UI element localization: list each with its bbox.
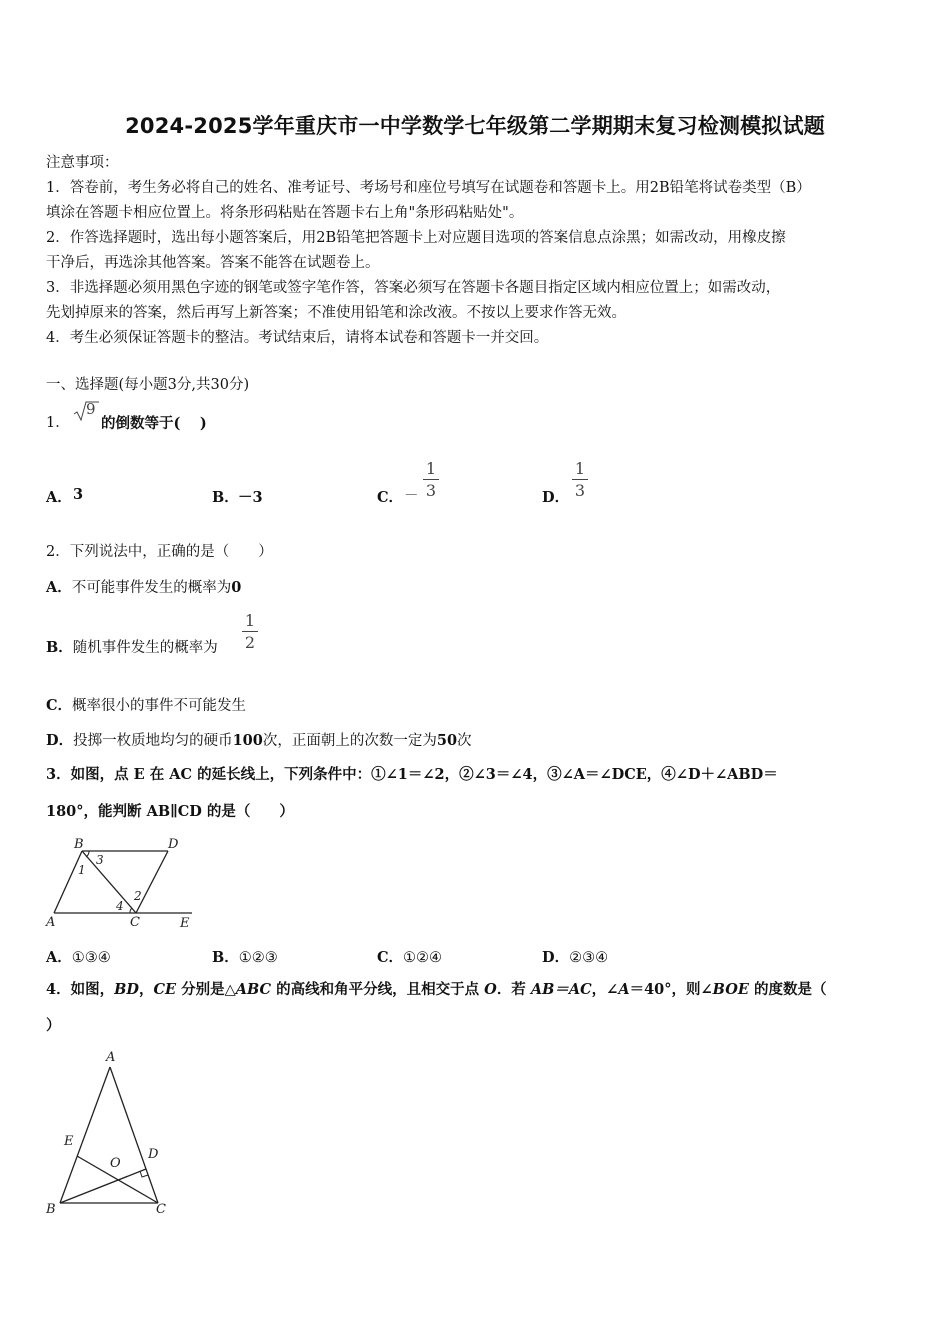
q4-var: A <box>618 981 630 998</box>
section-heading: 一、选择题(每小题3分,共30分) <box>46 377 250 393</box>
q4-text: 分别是△ <box>176 981 236 998</box>
q4-text: 的高线和角平分线，且相交于点 <box>271 981 485 998</box>
q3-option-d <box>542 946 608 967</box>
point-label-b: B <box>46 1202 56 1217</box>
q2-option-b-label: B． <box>46 639 73 656</box>
q3-option-c-text: ①②④ <box>403 950 443 966</box>
angle-label-4: 4 <box>116 899 124 913</box>
q4-var: ABC <box>235 981 272 998</box>
q4-var: AB＝AC <box>530 981 592 998</box>
fraction-denominator: 2 <box>244 633 256 652</box>
q2-option-d <box>46 728 472 754</box>
q2-option-a-text: 不可能事件发生的概率为 <box>71 580 232 596</box>
q2-option-a-value: 0 <box>231 579 242 596</box>
point-label-b: B <box>74 837 84 852</box>
q3-option-b-label: B． <box>212 949 239 966</box>
q4-stem-line2: ） <box>46 1017 61 1034</box>
q4-text: ．若 <box>496 981 531 998</box>
q2-option-c-label: C． <box>46 697 73 714</box>
q2-option-d-text1: 投掷一枚质地均匀的硬币 <box>73 733 233 749</box>
q3-option-b-text: ①②③ <box>238 950 278 966</box>
q2-option-c-text: 概率很小的事件不可能发生 <box>72 698 247 714</box>
q4-text: 的度数是（ <box>748 981 827 998</box>
notice-line: 2．作答选择题时，选出每小题答案后，用2B铅笔把答题卡上对应题目选项的答案信息点涂黑；如需改动，用橡皮擦 <box>46 230 786 246</box>
notice-heading: 注意事项： <box>46 155 119 171</box>
q2-stem: 2．下列说法中，正确的是（ ） <box>46 544 273 560</box>
fraction-bar <box>423 479 439 480</box>
q3-option-a-text: ①③④ <box>71 950 111 966</box>
q2-option-d-value2: 50 <box>436 732 458 749</box>
fraction-numerator: 1 <box>574 459 586 478</box>
line-dc <box>136 851 168 913</box>
q3-option-a-label: A． <box>46 949 72 966</box>
q4-var: BD <box>114 981 139 998</box>
point-label-c: C <box>156 1202 166 1217</box>
q2-option-b-text: 随机事件发生的概率为 <box>72 640 218 656</box>
fraction-bar <box>572 479 588 480</box>
q2-option-d-text2: 次，正面朝上的次数一定为 <box>262 733 437 749</box>
q1-number: 1． <box>46 415 70 431</box>
angle-label-1: 1 <box>78 863 86 877</box>
q1-option-c-label: C． <box>377 489 404 506</box>
q3-figure <box>42 832 202 932</box>
point-label-c: C <box>130 915 140 930</box>
notice-line: 3．非选择题必须用黑色字迹的钢笔或签字笔作答，答案必须写在答题卡各题目指定区域内相应位置上；如需改动， <box>46 280 781 296</box>
point-label-d: D <box>148 1147 159 1162</box>
q1-option-c-sign: － <box>404 488 419 504</box>
q1-radicand: 9 <box>86 400 96 418</box>
notice-line: 干净后，再选涂其他答案。答案不能答在试题卷上。 <box>46 255 380 271</box>
q3-option-d-label: D． <box>542 949 570 966</box>
q3-option-a <box>46 946 111 967</box>
fraction-numerator: 1 <box>244 611 256 630</box>
fraction-numerator: 1 <box>425 459 437 478</box>
point-label-o: O <box>110 1156 121 1171</box>
q4-text: ，∠ <box>591 981 619 998</box>
notice-block <box>46 151 906 351</box>
q3-stem-line2: 180°，能判断 AB∥CD 的是（ ） <box>46 803 294 820</box>
q4-stem-line1 <box>46 977 826 1002</box>
q2-option-d-text3: 次 <box>457 733 472 749</box>
notice-line: 先划掉原来的答案，然后再写上新答案；不准使用铅笔和涂改液。不按以上要求作答无效。 <box>46 305 626 321</box>
point-label-e: E <box>64 1134 74 1149</box>
notice-line: 填涂在答题卡相应位置上。将条形码粘贴在答题卡右上角"条形码粘贴处"。 <box>46 205 524 221</box>
point-label-a: A <box>46 915 56 930</box>
q2-option-d-value1: 100 <box>232 732 263 749</box>
angle-label-3: 3 <box>96 853 104 867</box>
notice-line: 1．答卷前，考生务必将自己的姓名、准考证号、考场号和座位号填写在试题卷和答题卡上。用2B铅笔将试卷类型（B） <box>46 180 811 196</box>
q2-option-a-label: A． <box>46 579 72 596</box>
fraction-denominator: 3 <box>425 481 437 500</box>
q3-option-b <box>212 946 278 967</box>
q2-option-b <box>46 635 218 661</box>
q3-option-c <box>377 946 442 967</box>
line-ac <box>110 1067 158 1203</box>
q3-option-d-text: ②③④ <box>569 950 609 966</box>
q2-option-a <box>46 575 241 601</box>
point-label-a: A <box>106 1050 116 1065</box>
q2-option-d-label: D． <box>46 732 74 749</box>
q1-option-a-label: A． <box>46 489 72 506</box>
angle-mark <box>130 908 132 913</box>
q3-stem-line1: 3．如图，点 E 在 AC 的延长线上，下列条件中：①∠1＝∠2，②∠3＝∠4，③∠A＝∠DCE，④∠D＋∠ABD＝ <box>46 766 778 783</box>
q4-var: O <box>484 981 497 998</box>
fraction-denominator: 3 <box>574 481 586 500</box>
q1-option-b-label: B． <box>212 489 239 506</box>
line-ab <box>54 851 82 913</box>
q4-text: ， <box>138 981 154 998</box>
point-label-d: D <box>168 837 179 852</box>
q2-option-c <box>46 693 246 719</box>
point-label-e: E <box>180 916 190 931</box>
q4-text: 4．如图， <box>46 981 115 998</box>
q1-stem: 的倒数等于( ) <box>101 415 207 432</box>
angle-mark <box>86 851 89 857</box>
q3-option-c-label: C． <box>377 949 404 966</box>
q4-figure <box>40 1045 180 1220</box>
angle-label-2: 2 <box>134 889 142 903</box>
q1-option-d-label: D． <box>542 489 570 506</box>
q1-option-a-text: 3 <box>73 486 84 503</box>
q1-option-b-text: －3 <box>238 489 263 506</box>
line-bc <box>82 851 136 913</box>
page-title: 2024-2025学年重庆市一中学数学七年级第二学期期末复习检测模拟试题 <box>125 114 825 138</box>
q1-option-c-fraction <box>423 459 439 500</box>
q4-var: CE <box>153 981 177 998</box>
line-bd <box>60 1169 146 1203</box>
q1-option-d-fraction <box>572 459 588 500</box>
notice-line: 4．考生必须保证答题卡的整洁。考试结束后，请将本试卷和答题卡一并交回。 <box>46 330 549 346</box>
fraction-bar <box>242 631 258 632</box>
q4-var: BOE <box>712 981 749 998</box>
q4-text: ＝40°，则∠ <box>629 981 713 998</box>
q2-option-b-fraction <box>242 611 258 652</box>
